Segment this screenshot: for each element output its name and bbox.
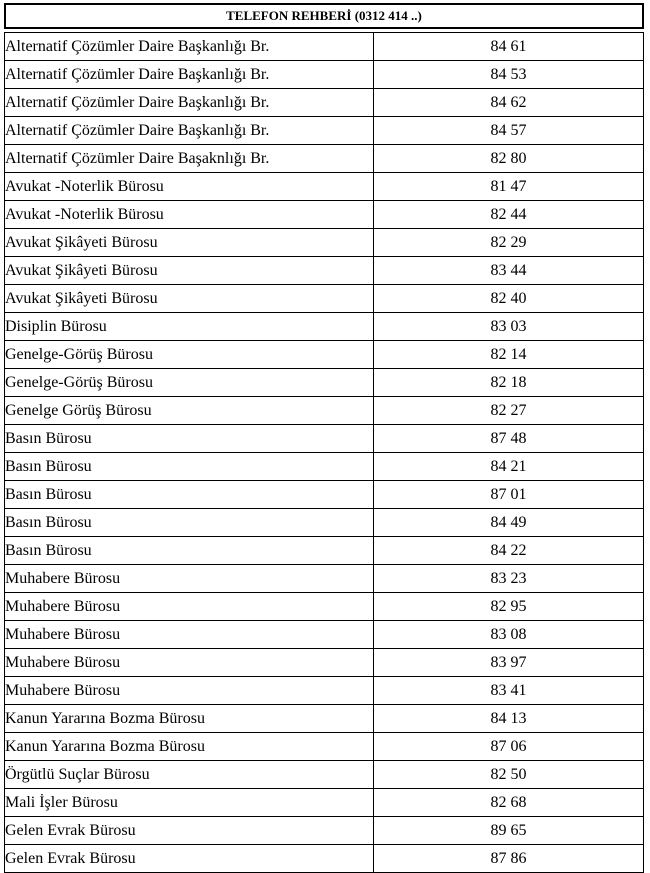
table-row: [5, 33, 644, 61]
unit-name-cell: Disiplin Bürosu: [5, 313, 374, 341]
directory-title: TELEFON REHBERİ (0312 414 ..): [226, 8, 422, 23]
phone-extension-cell: 84 61: [374, 33, 644, 61]
phone-extension-cell: 84 49: [374, 509, 644, 537]
unit-name-cell: Basın Bürosu: [5, 509, 374, 537]
phone-extension-cell: 84 53: [374, 61, 644, 89]
phone-extension-cell: 87 48: [374, 425, 644, 453]
unit-name-cell: Basın Bürosu: [5, 481, 374, 509]
unit-name-cell: Gelen Evrak Bürosu: [5, 845, 374, 873]
unit-name-cell: Avukat -Noterlik Bürosu: [5, 173, 374, 201]
phone-extension-cell: 83 03: [374, 313, 644, 341]
unit-name-cell: Basın Bürosu: [5, 537, 374, 565]
unit-name-cell: Kanun Yararına Bozma Bürosu: [5, 705, 374, 733]
unit-name-cell: Avukat Şikâyeti Bürosu: [5, 229, 374, 257]
unit-name-cell: Avukat Şikâyeti Bürosu: [5, 285, 374, 313]
phone-extension-cell: 82 18: [374, 369, 644, 397]
table-row: [5, 145, 644, 173]
unit-name-cell: Alternatif Çözümler Daire Başkanlığı Br.: [5, 61, 374, 89]
phone-extension-cell: 87 01: [374, 481, 644, 509]
table-row: [5, 845, 644, 873]
unit-name-cell: Alternatif Çözümler Daire Başkanlığı Br.: [5, 89, 374, 117]
phone-extension-cell: 84 13: [374, 705, 644, 733]
phone-extension-cell: 87 86: [374, 845, 644, 873]
table-row: [5, 341, 644, 369]
table-row: [5, 565, 644, 593]
table-row: [5, 61, 644, 89]
table-row: [5, 649, 644, 677]
unit-name-cell: Avukat Şikâyeti Bürosu: [5, 257, 374, 285]
phone-extension-cell: 82 14: [374, 341, 644, 369]
table-row: [5, 117, 644, 145]
table-row: [5, 173, 644, 201]
table-row: [5, 257, 644, 285]
table-row: [5, 425, 644, 453]
phone-extension-cell: 82 29: [374, 229, 644, 257]
unit-name-cell: Basın Bürosu: [5, 453, 374, 481]
unit-name-cell: Alternatif Çözümler Daire Başaknlığı Br.: [5, 145, 374, 173]
unit-name-cell: Genelge Görüş Bürosu: [5, 397, 374, 425]
phone-directory: [4, 3, 644, 873]
phone-extension-cell: 83 23: [374, 565, 644, 593]
unit-name-cell: Muhabere Bürosu: [5, 565, 374, 593]
table-row: [5, 453, 644, 481]
unit-name-cell: Basın Bürosu: [5, 425, 374, 453]
unit-name-cell: Alternatif Çözümler Daire Başkanlığı Br.: [5, 117, 374, 145]
phone-extension-cell: 83 08: [374, 621, 644, 649]
table-row: [5, 789, 644, 817]
phone-extension-cell: 83 97: [374, 649, 644, 677]
phone-extension-cell: 82 27: [374, 397, 644, 425]
table-row: [5, 593, 644, 621]
unit-name-cell: Kanun Yararına Bozma Bürosu: [5, 733, 374, 761]
table-row: [5, 285, 644, 313]
table-row: [5, 369, 644, 397]
unit-name-cell: Genelge-Görüş Bürosu: [5, 341, 374, 369]
table-row: [5, 201, 644, 229]
table-row: [5, 705, 644, 733]
phone-extension-cell: 82 95: [374, 593, 644, 621]
phone-extension-cell: 84 22: [374, 537, 644, 565]
directory-title-box: [4, 3, 644, 29]
phone-extension-cell: 81 47: [374, 173, 644, 201]
table-row: [5, 397, 644, 425]
table-row: [5, 537, 644, 565]
table-row: [5, 733, 644, 761]
phone-extension-cell: 82 40: [374, 285, 644, 313]
unit-name-cell: Muhabere Bürosu: [5, 649, 374, 677]
phone-extension-cell: 84 62: [374, 89, 644, 117]
phone-extension-cell: 89 65: [374, 817, 644, 845]
table-row: [5, 89, 644, 117]
phone-extension-cell: 84 21: [374, 453, 644, 481]
phone-extension-cell: 82 50: [374, 761, 644, 789]
phone-extension-cell: 82 44: [374, 201, 644, 229]
phone-extension-cell: 82 68: [374, 789, 644, 817]
unit-name-cell: Avukat -Noterlik Bürosu: [5, 201, 374, 229]
unit-name-cell: Gelen Evrak Bürosu: [5, 817, 374, 845]
unit-name-cell: Mali İşler Bürosu: [5, 789, 374, 817]
unit-name-cell: Muhabere Bürosu: [5, 677, 374, 705]
table-row: [5, 761, 644, 789]
phone-extension-cell: 83 41: [374, 677, 644, 705]
phone-extension-cell: 82 80: [374, 145, 644, 173]
unit-name-cell: Muhabere Bürosu: [5, 621, 374, 649]
unit-name-cell: Genelge-Görüş Bürosu: [5, 369, 374, 397]
phone-extension-cell: 83 44: [374, 257, 644, 285]
table-row: [5, 817, 644, 845]
table-row: [5, 313, 644, 341]
directory-table-body: [5, 33, 644, 873]
unit-name-cell: Örgütlü Suçlar Bürosu: [5, 761, 374, 789]
phone-extension-cell: 87 06: [374, 733, 644, 761]
unit-name-cell: Alternatif Çözümler Daire Başkanlığı Br.: [5, 33, 374, 61]
table-row: [5, 677, 644, 705]
table-row: [5, 621, 644, 649]
phone-extension-cell: 84 57: [374, 117, 644, 145]
unit-name-cell: Muhabere Bürosu: [5, 593, 374, 621]
table-row: [5, 509, 644, 537]
table-row: [5, 229, 644, 257]
table-row: [5, 481, 644, 509]
directory-table: [4, 32, 644, 873]
